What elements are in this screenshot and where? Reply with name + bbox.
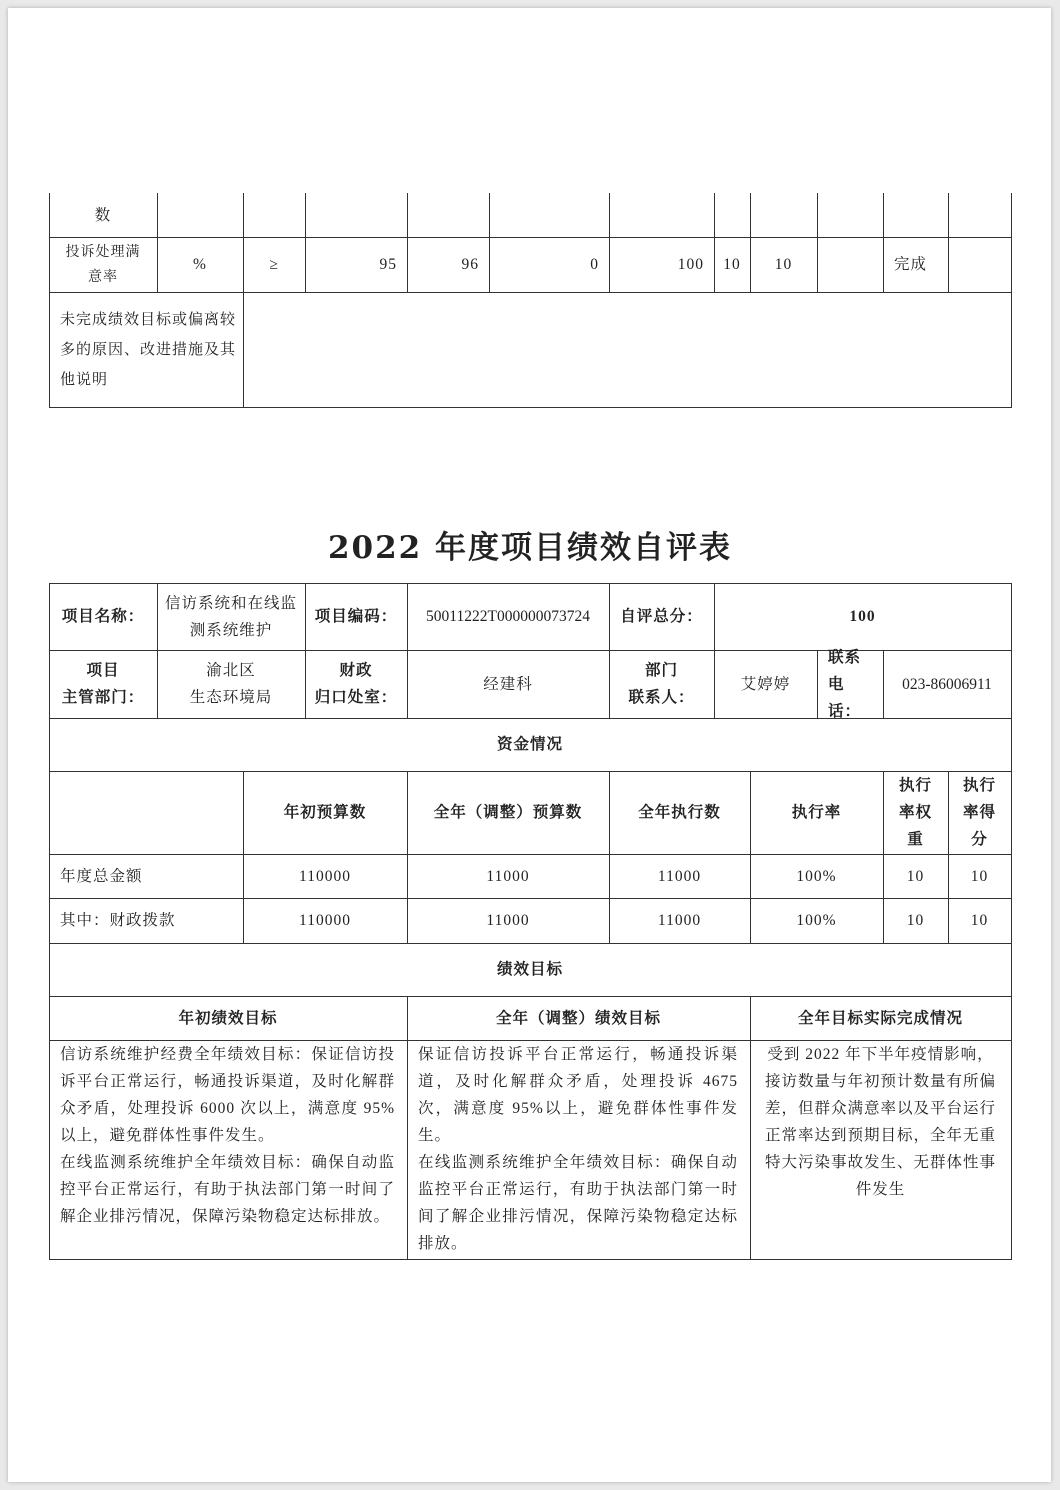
funds-header-cell: 全年（调整）预算数 bbox=[433, 804, 583, 821]
funds-header-cell: 全年执行数 bbox=[638, 804, 721, 821]
funds-header-cell: 执行率 bbox=[791, 804, 842, 821]
goals-header-actual: 全年目标实际完成情况 bbox=[797, 1009, 963, 1027]
project-code-value: 50011222T000000073724 bbox=[426, 608, 590, 625]
table-rule bbox=[49, 407, 1012, 408]
funds-cell: 10 bbox=[970, 912, 989, 929]
table-rule bbox=[948, 193, 949, 293]
indicator-cell: 投诉处理满意率 bbox=[65, 244, 141, 285]
status-cell: 完成 bbox=[894, 256, 928, 273]
funds-cell: 11000 bbox=[486, 867, 530, 885]
dept-label: 项目 主管部门： bbox=[61, 662, 145, 706]
dept-value: 渝北区 生态环境局 bbox=[189, 662, 273, 706]
goals-adjusted-text: 保证信访投诉平台正常运行，畅通投诉渠道，及时化解群众矛盾，处理投诉 4675 次，满意度 95%以上，避免群体性事件发生。 在线监测系统维护全年绩效目标：确保自动监控平台正常运行，有助于执法部门第一时间了解企业排污情况，保障污染物稳定达标排放。 bbox=[418, 1046, 738, 1252]
goals-initial-text: 信访系统维护经费全年绩效目标：保证信访投诉平台正常运行，畅通投诉渠道，及时化解群众矛盾，处理投诉 6000 次以上，满意度 95%以上，避免群体性事件发生。 在线监测系统维护全年绩效目标：确保自动监控平台正常运行，有助于执法部门第一时间了解企业排污情况，保障污染物稳定达标排放。 bbox=[60, 1046, 395, 1225]
funds-header-cell: 年初预算数 bbox=[283, 804, 367, 821]
goals-section-title: 绩效目标 bbox=[496, 961, 563, 978]
total-score-value: 100 bbox=[849, 608, 876, 625]
funds-header-cell bbox=[49, 771, 243, 854]
table-rule bbox=[1011, 193, 1012, 293]
project-name-value: 信访系统和在线监测系统维护 bbox=[164, 594, 297, 639]
value-cell: 0 bbox=[590, 256, 599, 273]
project-code-label: 项目编码： bbox=[314, 608, 398, 625]
funds-cell: 年度总金额 bbox=[60, 867, 143, 885]
funds-cell: 其中：财政拨款 bbox=[60, 912, 176, 929]
funds-cell: 10 bbox=[906, 912, 925, 929]
total-score-label: 自评总分： bbox=[620, 608, 703, 625]
score-cell: 10 bbox=[774, 256, 793, 273]
goals-header-adjusted: 全年（调整）绩效目标 bbox=[495, 1009, 661, 1027]
operator-cell: ≥ bbox=[269, 256, 279, 273]
notes-label-cell: 未完成绩效目标或偏离较多的原因、改进措施及其他说明 bbox=[60, 311, 237, 388]
phone-value: 023-86006911 bbox=[902, 675, 992, 693]
funds-cell: 11000 bbox=[486, 912, 530, 929]
goals-header-initial: 年初绩效目标 bbox=[178, 1009, 278, 1027]
funds-cell: 11000 bbox=[657, 867, 702, 885]
funds-cell: 100% bbox=[796, 912, 837, 929]
funds-header-cell: 执行 率权 重 bbox=[898, 777, 932, 848]
funds-cell: 11000 bbox=[657, 912, 702, 929]
value-cell bbox=[817, 237, 883, 292]
goals-actual-text: 受到 2022 年下半年疫情影响，接访数量与年初预计数量有所偏差，但群众满意率以及平台运行正常率达到预期目标，全年无重特大污染事故发生、无群体性事件发生 bbox=[764, 1046, 996, 1198]
contact-label: 部门 联系人： bbox=[628, 662, 695, 706]
actual-cell: 96 bbox=[461, 256, 479, 273]
finance-label: 财政 归口处室： bbox=[314, 662, 398, 706]
unit-cell: % bbox=[193, 256, 207, 273]
notes-value-cell bbox=[243, 292, 1011, 407]
table-rule bbox=[1011, 583, 1012, 1260]
funds-header-cell: 执行 率得 分 bbox=[962, 777, 996, 848]
funds-cell: 10 bbox=[906, 867, 925, 885]
project-name-label: 项目名称： bbox=[61, 608, 145, 625]
contact-value: 艾婷婷 bbox=[740, 675, 791, 693]
fragment-label-cell: 数 bbox=[94, 206, 112, 224]
funds-cell: 110000 bbox=[299, 867, 351, 885]
funds-cell: 110000 bbox=[299, 912, 351, 929]
funds-section-title: 资金情况 bbox=[496, 736, 563, 753]
finance-value: 经建科 bbox=[483, 675, 533, 693]
phone-label: 联系 电话： bbox=[828, 648, 862, 720]
page-title: 2022 年度项目绩效自评表 bbox=[327, 530, 733, 566]
funds-cell: 100% bbox=[796, 867, 837, 885]
weight-cell: 10 bbox=[723, 256, 741, 273]
target-cell: 95 bbox=[379, 256, 397, 273]
funds-cell: 10 bbox=[970, 867, 989, 885]
value-cell: 100 bbox=[677, 256, 704, 273]
table-rule bbox=[1011, 292, 1012, 408]
table-rule bbox=[49, 1259, 1012, 1260]
